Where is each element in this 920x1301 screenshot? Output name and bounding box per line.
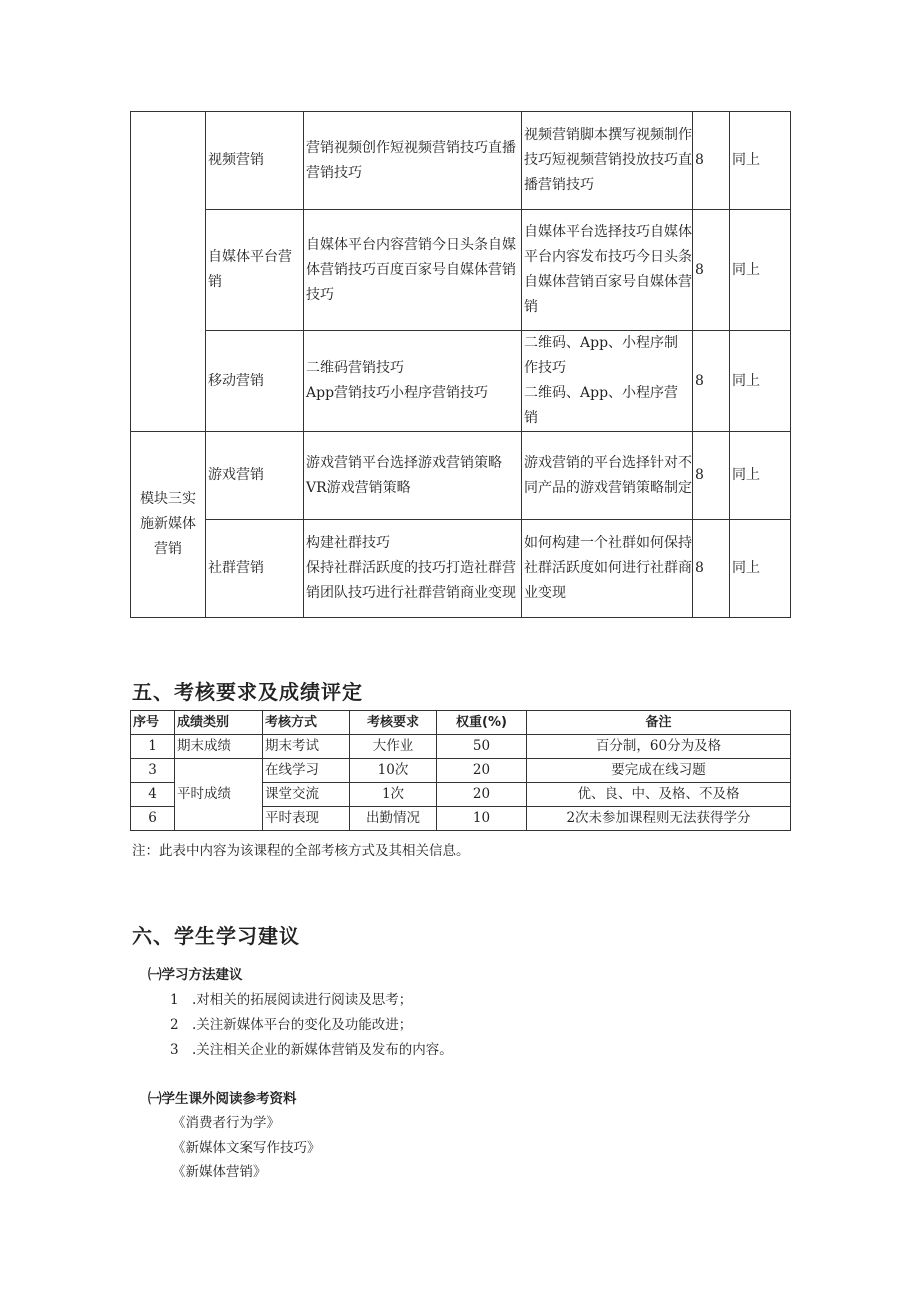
header-weight: 权重(%) xyxy=(437,711,527,735)
goal-cell: 游戏营销的平台选择针对不同产品的游戏营销策略制定 xyxy=(522,432,693,520)
requirement-cell: 10次 xyxy=(350,759,437,783)
table-row xyxy=(131,112,791,210)
table-row xyxy=(131,432,791,520)
weight-cell: 20 xyxy=(437,759,527,783)
table-row xyxy=(131,520,791,618)
content-line: 保持社群活跃度的技巧打造社群营销团队技巧进行社群营销商业变现 xyxy=(306,560,516,601)
goal-cell: 自媒体平台选择技巧自媒体平台内容发布技巧今日头条自媒体营销百家号自媒体营销 xyxy=(522,210,693,331)
no-cell: 4 xyxy=(131,783,175,807)
note-cell: 同上 xyxy=(730,210,791,331)
goal-line: 二维码、App、小程序营销 xyxy=(524,385,679,426)
content-line: 游戏营销平台选择游戏营销策略 xyxy=(306,454,502,471)
table-row xyxy=(131,735,791,759)
list-text: .对相关的拓展阅读进行阅读及思考； xyxy=(192,992,413,1008)
content-cell: 自媒体平台内容营销今日头条自媒体营销技巧百度百家号自媒体营销技巧 xyxy=(304,210,522,331)
goal-cell xyxy=(522,331,693,432)
content-cell: 营销视频创作短视频营销技巧直播营销技巧 xyxy=(304,112,522,210)
no-cell: 1 xyxy=(131,735,175,759)
list-item xyxy=(170,988,412,1008)
no-cell: 3 xyxy=(131,759,175,783)
list-number: 3 xyxy=(170,1042,179,1058)
header-category: 成绩类别 xyxy=(175,711,263,735)
requirement-cell: 大作业 xyxy=(350,735,437,759)
weight-cell: 20 xyxy=(437,783,527,807)
requirement-cell: 1次 xyxy=(350,783,437,807)
header-requirement: 考核要求 xyxy=(350,711,437,735)
list-number: 2 xyxy=(170,1017,179,1033)
requirement-cell: 出勤情况 xyxy=(350,807,437,831)
table-row xyxy=(131,331,791,432)
header-method: 考核方式 xyxy=(263,711,350,735)
remark-cell: 优、良、中、及格、不及格 xyxy=(527,783,791,807)
list-item xyxy=(170,1013,412,1033)
hours-cell: 8 xyxy=(693,112,730,210)
content-line: App营销技巧小程序营销技巧 xyxy=(306,385,489,401)
content-cell xyxy=(304,432,522,520)
book-title: 《新媒体文案写作技巧》 xyxy=(172,1140,321,1156)
list-item xyxy=(170,1038,453,1058)
topic-cell: 移动营销 xyxy=(206,331,304,432)
book-title: 《消费者行为学》 xyxy=(172,1115,280,1131)
hours-cell: 8 xyxy=(693,210,730,331)
table-row xyxy=(131,759,791,783)
subheading-reading: ㈠学生课外阅读参考资料 xyxy=(148,1091,297,1107)
topic-cell: 自媒体平台营销 xyxy=(206,210,304,331)
method-cell: 平时表现 xyxy=(263,807,350,831)
goal-cell: 如何构建一个社群如何保持社群活跃度如何进行社群商业变现 xyxy=(522,520,693,618)
module-cell-empty xyxy=(131,112,206,432)
syllabus-table xyxy=(130,111,791,618)
list-text: .关注新媒体平台的变化及功能改进； xyxy=(192,1017,413,1033)
content-cell xyxy=(304,331,522,432)
note-cell: 同上 xyxy=(730,432,791,520)
section-heading-assessment: 五、考核要求及成绩评定 xyxy=(132,680,363,704)
method-cell: 课堂交流 xyxy=(263,783,350,807)
table-row xyxy=(131,210,791,331)
content-line: 二维码营销技巧 xyxy=(306,360,404,376)
module-cell: 模块三实施新媒体营销 xyxy=(131,432,206,618)
remark-cell: 2次未参加课程则无法获得学分 xyxy=(527,807,791,831)
table-note: 注：此表中内容为该课程的全部考核方式及其相关信息。 xyxy=(132,843,470,859)
header-no: 序号 xyxy=(131,711,175,735)
hours-cell: 8 xyxy=(693,432,730,520)
subheading-methods: ㈠学习方法建议 xyxy=(148,967,243,983)
content-cell xyxy=(304,520,522,618)
category-cell: 平时成绩 xyxy=(175,759,263,831)
hours-cell: 8 xyxy=(693,331,730,432)
category-cell: 期末成绩 xyxy=(175,735,263,759)
list-text: .关注相关企业的新媒体营销及发布的内容。 xyxy=(192,1042,453,1058)
table-header-row xyxy=(131,711,791,735)
hours-cell: 8 xyxy=(693,520,730,618)
note-cell: 同上 xyxy=(730,112,791,210)
topic-cell: 社群营销 xyxy=(206,520,304,618)
goal-cell: 视频营销脚本撰写视频制作技巧短视频营销投放技巧直播营销技巧 xyxy=(522,112,693,210)
header-remark: 备注 xyxy=(527,711,791,735)
method-cell: 在线学习 xyxy=(263,759,350,783)
topic-cell: 游戏营销 xyxy=(206,432,304,520)
book-title: 《新媒体营销》 xyxy=(172,1164,267,1180)
remark-cell: 百分制，60分为及格 xyxy=(527,735,791,759)
content-line: 构建社群技巧 xyxy=(306,535,390,551)
note-cell: 同上 xyxy=(730,331,791,432)
content-line: VR游戏营销策略 xyxy=(306,479,411,496)
section-heading-advice: 六、学生学习建议 xyxy=(132,924,300,948)
no-cell: 6 xyxy=(131,807,175,831)
assessment-table xyxy=(130,710,791,831)
weight-cell: 50 xyxy=(437,735,527,759)
note-cell: 同上 xyxy=(730,520,791,618)
method-cell: 期末考试 xyxy=(263,735,350,759)
topic-cell: 视频营销 xyxy=(206,112,304,210)
goal-line: 二维码、App、小程序制作技巧 xyxy=(524,335,679,376)
remark-cell: 要完成在线习题 xyxy=(527,759,791,783)
list-number: 1 xyxy=(170,992,179,1008)
weight-cell: 10 xyxy=(437,807,527,831)
